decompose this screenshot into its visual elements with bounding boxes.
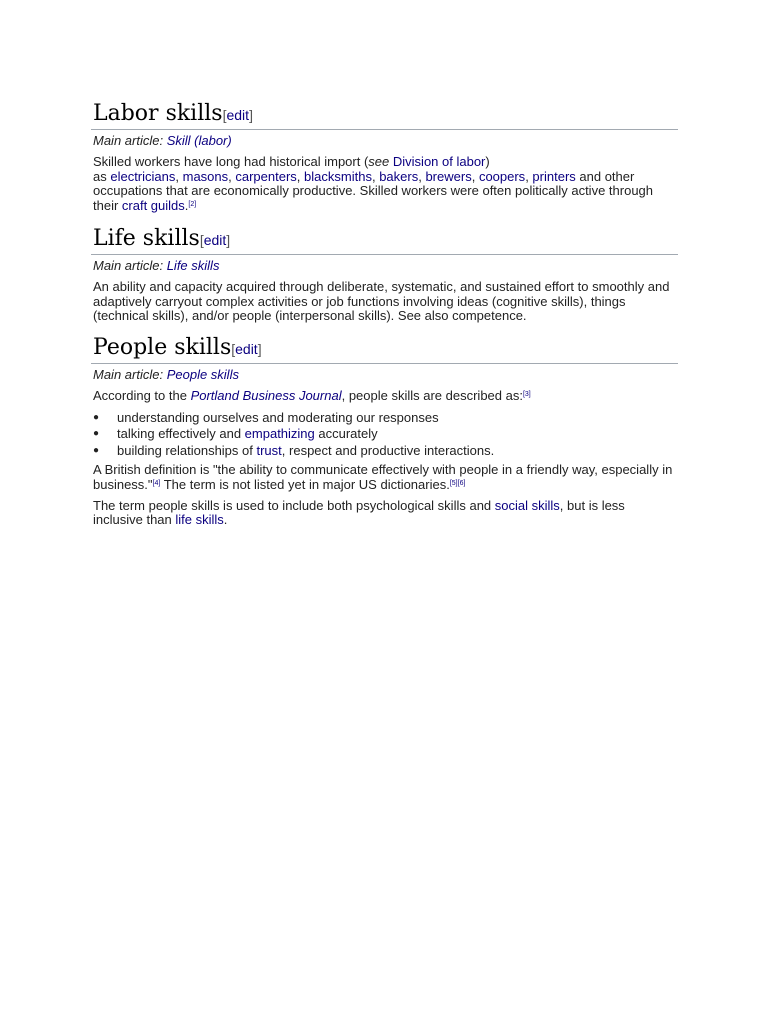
hatnote-prefix: Main article: (93, 367, 167, 382)
bracket-close: ] (249, 107, 253, 123)
link-trust[interactable]: trust (256, 442, 282, 458)
text: ) (485, 154, 490, 169)
link-portland-business-journal[interactable] (191, 388, 342, 403)
separator: , (418, 168, 426, 184)
reference-link[interactable]: [3] (522, 391, 531, 398)
link-printers[interactable]: printers (532, 168, 576, 184)
edit-link[interactable]: edit (235, 341, 258, 357)
text: The term is not listed yet in major US dictionaries. (160, 476, 450, 492)
paragraph: An ability and capacity acquired through deliberate, systematic, and sustained effort to smoothly and adaptively carryout complex activities or job functions involving ideas (cognitive skills), things (technical skills), and/or people (interpersonal skills). See also competence. (93, 279, 670, 324)
link-craft-guilds[interactable]: craft guilds (121, 197, 185, 213)
separator: , (371, 168, 380, 184)
link-coopers[interactable]: coopers (478, 168, 526, 184)
section-heading (91, 334, 678, 364)
hatnote-prefix: Main article: (93, 133, 167, 148)
link-text: Portland Business Journal (190, 388, 342, 403)
paragraph (93, 155, 678, 213)
list-item (93, 443, 678, 460)
text: The term people skills is used to include both psychological skills and (93, 497, 495, 513)
separator: , (175, 168, 183, 184)
main-article-note (93, 366, 678, 383)
bracket-close: ] (257, 341, 262, 357)
bullet-icon: ● (93, 428, 100, 440)
bullet-icon: ● (93, 444, 100, 456)
heading-title: Labor skills (93, 101, 223, 126)
separator: , (228, 168, 236, 184)
separator: , (471, 168, 479, 184)
bracket-close: ] (226, 232, 231, 248)
section-life-skills (93, 225, 678, 330)
bracket-open: [ (199, 232, 204, 248)
main-article-link[interactable]: Skill (labor) (166, 133, 232, 148)
text: understanding ourselves and moderating our responses (117, 409, 439, 425)
text: , people skills are described as: (341, 388, 523, 403)
link-life-skills[interactable]: life skills (175, 512, 224, 528)
text: , respect and productive interactions. (281, 442, 495, 458)
separator: , (525, 168, 533, 184)
text: accurately (314, 426, 378, 442)
bracket-open: [ (222, 107, 227, 123)
text: building relationships of (117, 442, 257, 458)
edit-section (223, 107, 253, 123)
heading-title: People skills (93, 335, 232, 360)
bracket-open: [ (231, 341, 236, 357)
link-electricians[interactable]: electricians (110, 168, 176, 184)
text: Skilled workers have long had historical import ( (93, 154, 369, 169)
edit-section (200, 232, 230, 248)
heading-title: Life skills (93, 226, 200, 251)
text: and other occupations that are economically productive. Skilled workers were often politically active through their (93, 168, 654, 213)
link-carpenters[interactable]: carpenters (235, 168, 297, 184)
paragraph (93, 499, 678, 528)
bullet-icon: ● (93, 411, 100, 423)
list-item (93, 426, 678, 443)
main-article-link[interactable]: People skills (166, 367, 239, 382)
section-heading (91, 225, 678, 255)
link-masons[interactable]: masons (182, 168, 229, 184)
main-article-note (93, 132, 678, 149)
paragraph (93, 389, 678, 404)
reference-link[interactable]: [5][6] (449, 479, 466, 487)
reference-link[interactable]: [2] (188, 200, 197, 208)
edit-link[interactable]: edit (203, 232, 227, 248)
edit-section (231, 341, 261, 357)
text: as (93, 168, 111, 184)
reference-link[interactable]: [4] (152, 479, 161, 487)
hatnote-prefix: Main article: (93, 258, 167, 273)
section-labor-skills (93, 100, 678, 219)
link-empathizing[interactable]: empathizing (244, 426, 315, 442)
main-article-note (93, 257, 678, 274)
paragraph (93, 463, 678, 492)
text: A British definition is "the ability to communicate effectively with people in a friendly way, especially in business." (93, 462, 673, 492)
link-social-skills[interactable]: social skills (494, 497, 560, 513)
edit-link[interactable]: edit (226, 107, 250, 123)
link-blacksmiths[interactable]: blacksmiths (304, 168, 372, 184)
text: , but is less inclusive than (93, 497, 625, 528)
section-people-skills (93, 334, 678, 534)
link-brewers[interactable]: brewers (425, 168, 472, 184)
separator: , (296, 168, 305, 184)
link-division-of-labor[interactable]: Division of labor (392, 154, 486, 169)
bullet-list (93, 410, 678, 460)
text: . (184, 197, 189, 213)
list-item (93, 410, 678, 427)
text: . (223, 512, 228, 528)
text-italic: see (368, 154, 390, 169)
section-heading (91, 100, 678, 130)
main-article-link[interactable]: Life skills (166, 258, 220, 273)
link-bakers[interactable]: bakers (379, 168, 419, 184)
text: talking effectively and (117, 426, 245, 442)
text: According to the (93, 388, 191, 403)
